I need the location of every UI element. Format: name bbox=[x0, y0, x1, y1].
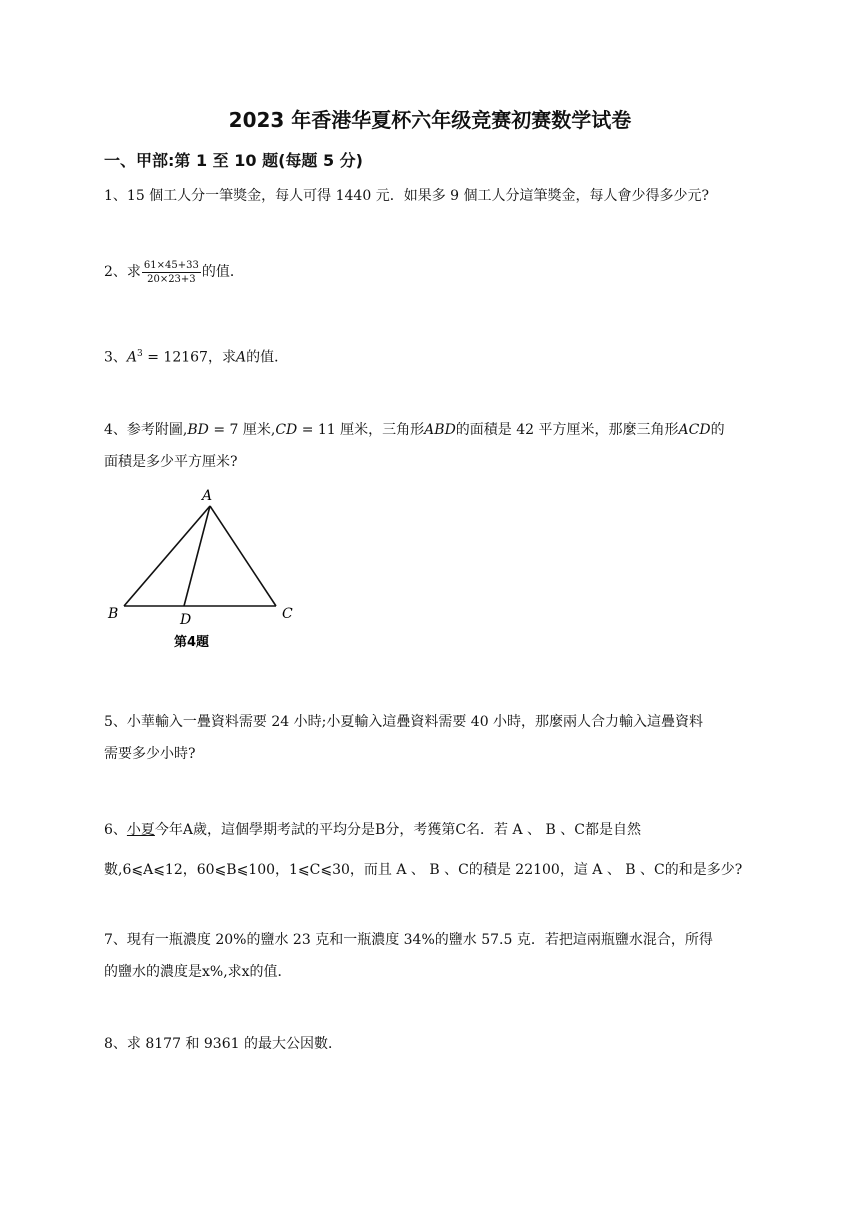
q2-numerator: 61×45+33 bbox=[143, 259, 199, 271]
question-7 bbox=[104, 924, 764, 988]
triangle-diagram bbox=[104, 484, 304, 654]
exam-title: 2023 年香港华夏杯六年级竞赛初赛数学试卷 bbox=[228, 108, 632, 132]
figure-caption: 第4題 bbox=[174, 635, 210, 650]
q7-line1: 7、現有一瓶濃度 20%的鹽水 23 克和一瓶濃度 34%的鹽水 57.5 克．若把這兩瓶鹽水混合，所得 bbox=[104, 932, 713, 948]
question-5 bbox=[104, 706, 764, 770]
q4-text-c: = 11 厘米，三角形 bbox=[297, 422, 425, 438]
q4-bd: BD bbox=[187, 422, 209, 438]
q3-suffix: 的值． bbox=[246, 349, 289, 366]
q2-suffix: 的值． bbox=[201, 264, 244, 280]
q5-line1: 5、小華輸入一疊資料需要 24 小時;小夏輸入這疊資料需要 40 小時，那麼兩人合力輸入這疊資料 bbox=[104, 714, 704, 730]
label-a: A bbox=[202, 488, 213, 504]
segment-ac bbox=[210, 506, 276, 606]
q3-exponent: 3 bbox=[137, 349, 143, 359]
q4-abd: ABD bbox=[424, 422, 456, 438]
q6-line2: 數,6⩽A⩽12，60⩽B⩽100，1⩽C⩽30，而且 A 、 B 、C的積是 22100，這 A 、 B 、C的和是多少? bbox=[104, 862, 743, 878]
q4-text-a: 4、参考附圖, bbox=[104, 422, 188, 438]
q2-denominator: 20×23+3 bbox=[147, 273, 196, 285]
q4-line1 bbox=[104, 414, 764, 446]
q4-text-e: 的 bbox=[710, 422, 725, 438]
q3-var2: A bbox=[235, 349, 247, 366]
q6-prefix: 6、 bbox=[104, 822, 127, 838]
q3-var: A bbox=[126, 349, 138, 366]
q4-acd: ACD bbox=[678, 422, 711, 438]
q4-line2: 面積是多少平方厘米? bbox=[104, 454, 238, 470]
q5-line2: 需要多少小時? bbox=[104, 746, 196, 762]
question-8: 8、求 8177 和 9361 的最大公因數． bbox=[104, 1036, 342, 1052]
q2-prefix: 2、求 bbox=[104, 264, 141, 280]
q4-text-b: = 7 厘米, bbox=[208, 422, 276, 438]
q3-equation: = 12167，求 bbox=[142, 349, 236, 366]
q6-line1-text: 今年A歲，這個學期考試的平均分是B分，考獲第C名．若 A 、 B 、C都是自然 bbox=[154, 822, 641, 838]
q2-fraction bbox=[142, 259, 201, 286]
question-4 bbox=[104, 414, 764, 478]
q6-line1 bbox=[104, 814, 764, 846]
triangle-figure bbox=[104, 484, 304, 654]
question-6 bbox=[104, 814, 764, 886]
question-2 bbox=[104, 256, 764, 288]
q3-prefix: 3、 bbox=[104, 349, 127, 366]
label-b: B bbox=[108, 606, 119, 622]
section-heading: 一、甲部:第 1 至 10 题(每题 5 分) bbox=[104, 151, 363, 170]
q4-cd: CD bbox=[275, 422, 298, 438]
question-1: 1、15 個工人分一筆獎金，每人可得 1440 元．如果多 9 個工人分這筆獎金，每人會少得多少元? bbox=[104, 188, 710, 204]
q6-name: 小夏 bbox=[126, 822, 155, 838]
q4-text-d: 的面積是 42 平方厘米，那麼三角形 bbox=[455, 422, 679, 438]
label-c: C bbox=[282, 606, 293, 622]
label-d: D bbox=[180, 612, 192, 628]
q7-line2: 的鹽水的濃度是x%,求x的值． bbox=[104, 964, 292, 980]
question-3 bbox=[104, 338, 764, 374]
